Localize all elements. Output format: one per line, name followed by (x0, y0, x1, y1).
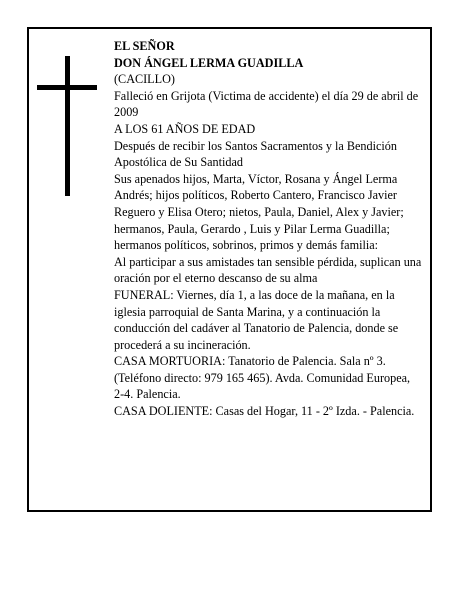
funeral-details: FUNERAL: Viernes, día 1, a las doce de la mañana, en la iglesia parroquial de Santa Marina, y a continuación la conducción del cadáver al Tanatorio de Palencia, donde se procederá a su incineración. (114, 287, 399, 352)
cross-horizontal-bar (37, 85, 97, 90)
mortuary-details: CASA MORTUORIA: Tanatorio de Palencia. Sala nº 3. (Teléfono directo: 979 165 465). Avda. Comunidad Europea, 2-4. Palencia. (114, 354, 411, 402)
prayer-request: Al participar a sus amistades tan sensible pérdida, suplican una oración por el eterno descanso de su alma (114, 254, 422, 286)
deceased-title: EL SEÑOR (114, 39, 175, 53)
sacraments-note: Después de recibir los Santos Sacramentos y la Bendición Apostólica de Su Santidad (114, 138, 397, 170)
cross-vertical-bar (65, 56, 70, 196)
death-details: Falleció en Grijota (Victima de accidente) el día 29 de abril de 2009 (114, 88, 419, 120)
deceased-name: DON ÁNGEL LERMA GUADILLA (114, 55, 304, 70)
family-list: Sus apenados hijos, Marta, Víctor, Rosana y Ángel Lerma Andrés; hijos políticos, Roberto Cantero, Francisco Javier Reguero y Elisa Otero; nietos, Paula, Daniel, Alex y Javier; hermanos, Paula, Gerardo , Luis y Pilar Lerma Guadilla; hermanos políticos, sobrinos, primos y demás familia: (114, 171, 404, 253)
notice-text (114, 38, 422, 420)
age-at-death: A LOS 61 AÑOS DE EDAD (114, 121, 256, 136)
deceased-nickname: (CACILLO) (114, 72, 175, 87)
grieving-house-details: CASA DOLIENTE: Casas del Hogar, 11 - 2º Izda. - Palencia. (114, 404, 415, 419)
